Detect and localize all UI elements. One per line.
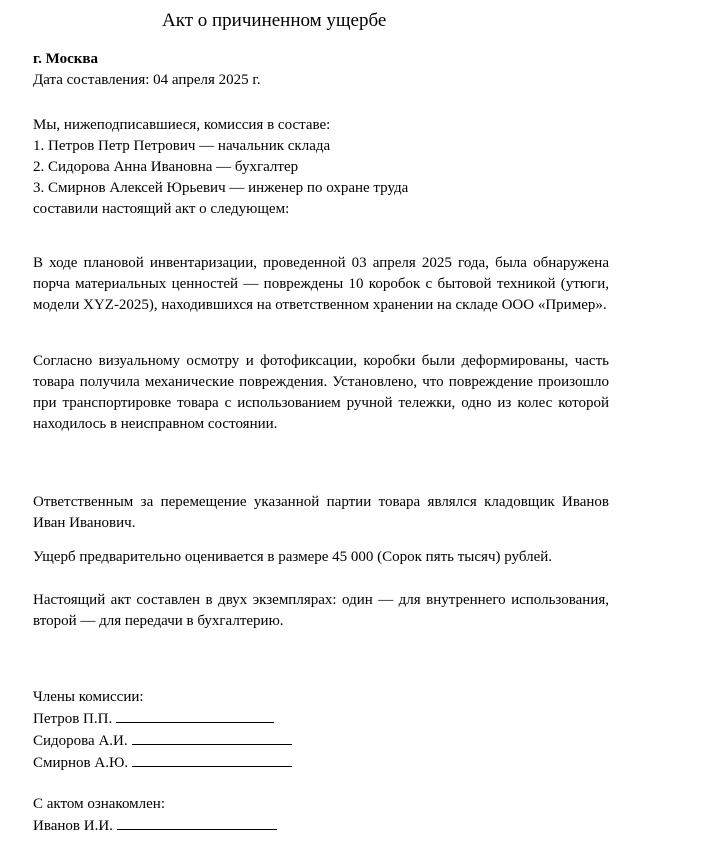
date-line: Дата составления: 04 апреля 2025 г.	[33, 72, 261, 88]
signature-row	[33, 752, 609, 774]
signer-name: Петров П.П.	[33, 711, 113, 727]
paragraph-responsible: Ответственным за перемещение указанной партии товара являлся кладовщик Иванов Иван Иванович.	[33, 494, 609, 531]
signer-name: Смирнов А.Ю.	[33, 755, 129, 771]
signature-row	[33, 815, 609, 837]
commission-member: 3. Смирнов Алексей Юрьевич — инженер по охране труда	[33, 180, 409, 196]
paragraph-inspection: Согласно визуальному осмотру и фотофиксации, коробки были деформированы, часть товара получила механические повреждения. Установлено, что повреждение произошло при транспортировке товара с использованием ручной тележки, одно из колес которой находилось в неисправном состоянии.	[33, 353, 609, 432]
commission-block	[33, 115, 609, 220]
document-title: Акт о причиненном ущербе	[162, 10, 387, 31]
signature-line	[132, 752, 292, 767]
members-label: Члены комиссии:	[33, 689, 144, 705]
paragraph-copies: Настоящий акт составлен в двух экземплярах: один — для внутреннего использования, второй — для передачи в бухгалтерию.	[33, 592, 609, 629]
acknowledged-label: С актом ознакомлен:	[33, 796, 165, 812]
commission-outro: составили настоящий акт о следующем:	[33, 201, 290, 217]
acknowledgement-block	[33, 794, 609, 837]
commission-intro: Мы, нижеподписавшиеся, комиссия в составе:	[33, 117, 331, 133]
signer-name: Сидорова А.И.	[33, 733, 128, 749]
paragraph-damage-amount: Ущерб предварительно оценивается в размере 45 000 (Сорок пять тысяч) рублей.	[33, 549, 553, 565]
header-block	[33, 49, 609, 91]
signer-name: Иванов И.И.	[33, 818, 113, 834]
signature-line	[117, 815, 277, 830]
signature-line	[116, 708, 274, 723]
commission-member: 2. Сидорова Анна Ивановна — бухгалтер	[33, 159, 299, 175]
paragraph-inventory: В ходе плановой инвентаризации, проведенной 03 апреля 2025 года, была обнаружена порча материальных ценностей — повреждены 10 коробок с бытовой техникой (утюги, модели XYZ-2025), находившихся на ответственном хранении на складе ООО «Пример».	[33, 255, 609, 313]
signatures-block	[33, 687, 609, 774]
signature-line	[132, 730, 292, 745]
city: г. Москва	[33, 51, 98, 67]
commission-member: 1. Петров Петр Петрович — начальник склада	[33, 138, 331, 154]
signature-row	[33, 730, 609, 752]
signature-row	[33, 708, 609, 730]
